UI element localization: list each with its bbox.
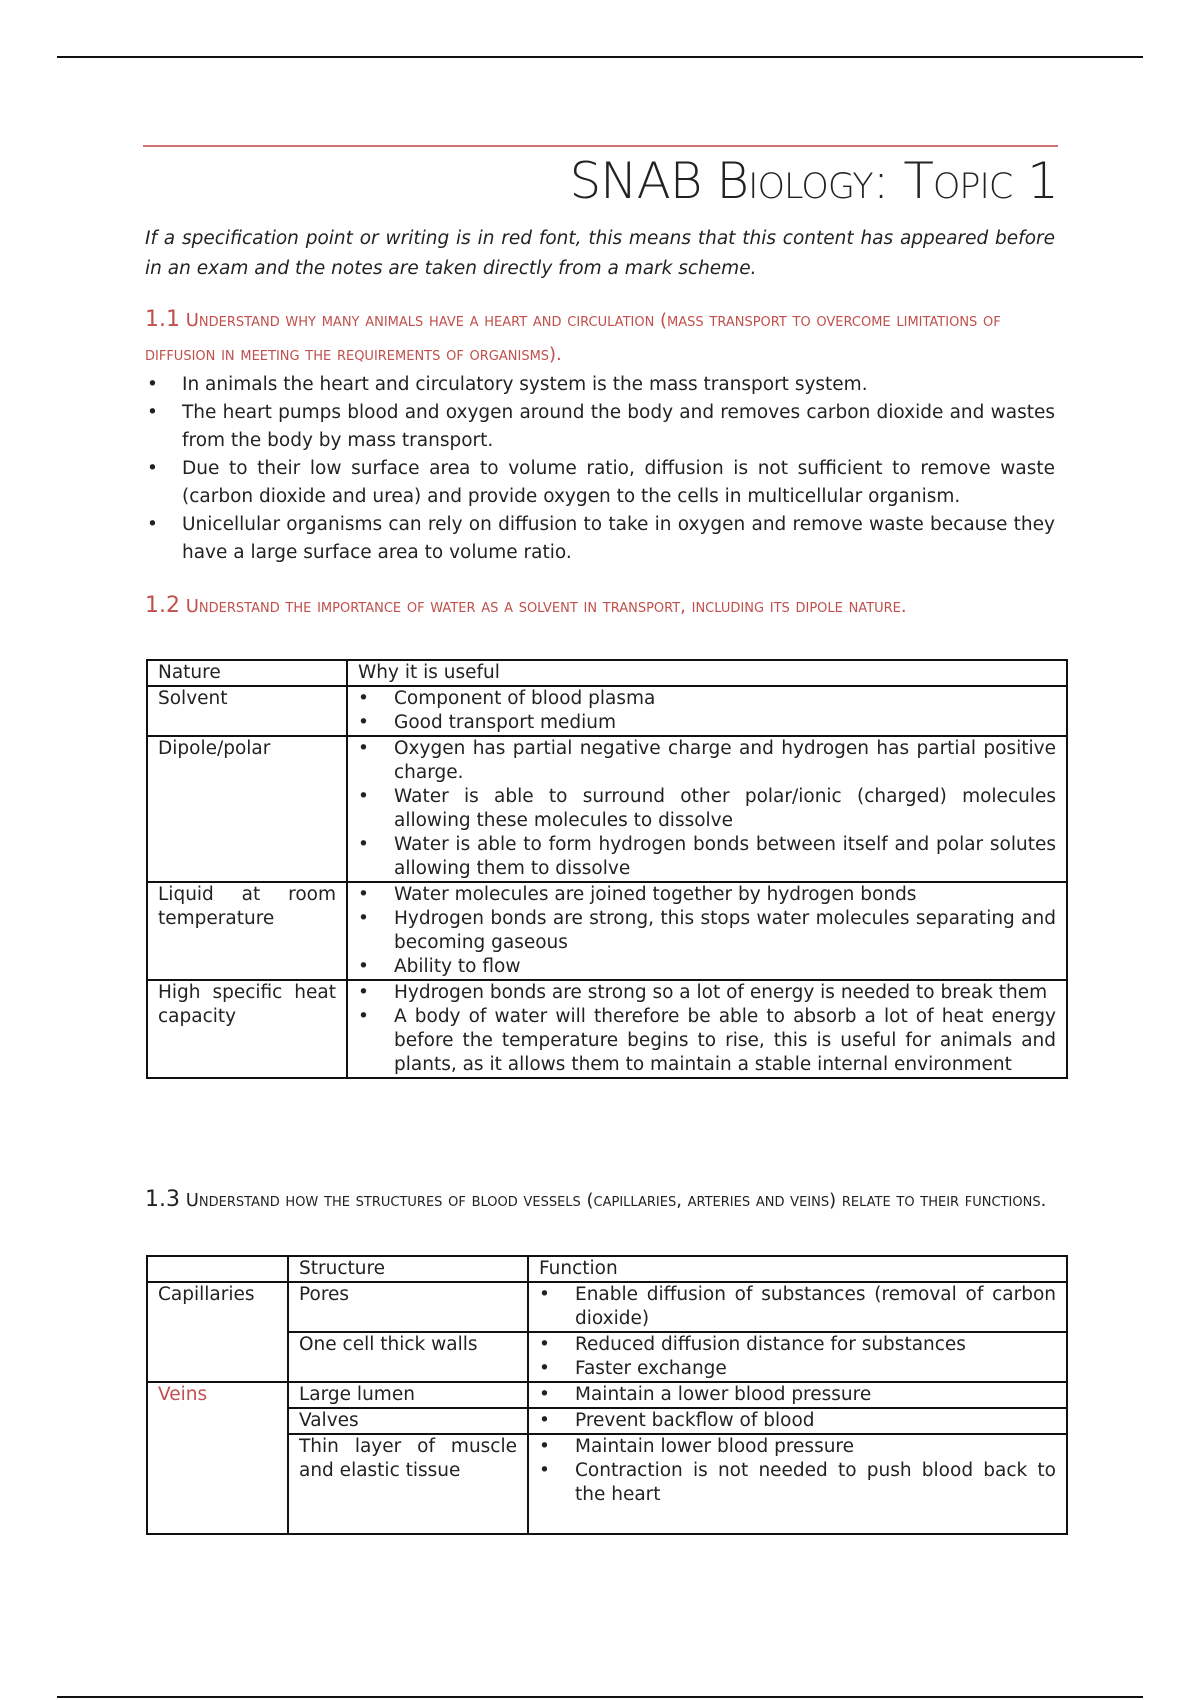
list-item: • In animals the heart and circulatory system is the mass transport system. bbox=[145, 371, 1055, 399]
table-header-row: Nature Why it is useful bbox=[147, 660, 1067, 686]
table-row: One cell thick walls • Reduced diffusion distance for substances • Faster exchange bbox=[147, 1332, 1067, 1382]
table-row: Dipole/polar • Oxygen has partial negative charge and hydrogen has partial positive charge. • Water is able to surround other polar/ionic (charged) molecules allowing these molecules to dissolve • Water is able to form hydrogen bonds between itself and polar solutes allowing them to dissolve bbox=[147, 736, 1067, 882]
list-item: • Due to their low surface area to volume ratio, diffusion is not sufficient to remove waste (carbon dioxide and urea) and provide oxygen to the cells in multicellular organism. bbox=[145, 455, 1055, 511]
intro-note: If a specification point or writing is in red font, this means that this content has appeared before in an exam and the notes are taken directly from a mark scheme. bbox=[145, 228, 1055, 279]
section-1-2-heading: 1.2 Understand the importance of water as a solvent in transport, including its dipole nature. bbox=[145, 593, 907, 618]
list-item: • Unicellular organisms can rely on diffusion to take in oxygen and remove waste because they have a large surface area to volume ratio. bbox=[145, 511, 1055, 567]
water-properties-table bbox=[146, 659, 1068, 1079]
bottom-rule bbox=[57, 1696, 1143, 1698]
section-1-3-heading: 1.3 Understand how the structures of blood vessels (capillaries, arteries and veins) relate to their functions. bbox=[145, 1187, 1047, 1212]
table-row: Liquid at room temperature • Water molecules are joined together by hydrogen bonds • Hydrogen bonds are strong, this stops water molecules separating and becoming gaseous • Ability to flow bbox=[147, 882, 1067, 980]
section-1-1-heading: 1.1 Understand why many animals have a heart and circulation (mass transport to overcome limitations of diffusion in meeting the requirements of organisms). bbox=[145, 307, 1001, 365]
blood-vessels-table bbox=[146, 1255, 1068, 1535]
table-row: Veins Large lumen • Maintain a lower blood pressure bbox=[147, 1382, 1067, 1408]
table-row: Thin layer of muscle and elastic tissue • Maintain lower blood pressure • Contraction is not needed to push blood back to the heart bbox=[147, 1434, 1067, 1534]
table-header-row: Structure Function bbox=[147, 1256, 1067, 1282]
page-title: SNAB Biology: Topic 1 bbox=[569, 152, 1058, 210]
table-row: Valves • Prevent backflow of blood bbox=[147, 1408, 1067, 1434]
section-1-1-bullets bbox=[145, 371, 1055, 567]
title-rule bbox=[143, 145, 1058, 147]
top-rule bbox=[57, 56, 1143, 58]
table-row: High specific heat capacity • Hydrogen bonds are strong so a lot of energy is needed to break them • A body of water will therefore be able to absorb a lot of heat energy before the temperature begins to rise, this is useful for animals and plants, as it allows them to maintain a stable internal environment bbox=[147, 980, 1067, 1078]
table-row: Capillaries Pores • Enable diffusion of substances (removal of carbon dioxide) bbox=[147, 1282, 1067, 1332]
list-item: • The heart pumps blood and oxygen around the body and removes carbon dioxide and wastes from the body by mass transport. bbox=[145, 399, 1055, 455]
table-row: Solvent • Component of blood plasma • Good transport medium bbox=[147, 686, 1067, 736]
